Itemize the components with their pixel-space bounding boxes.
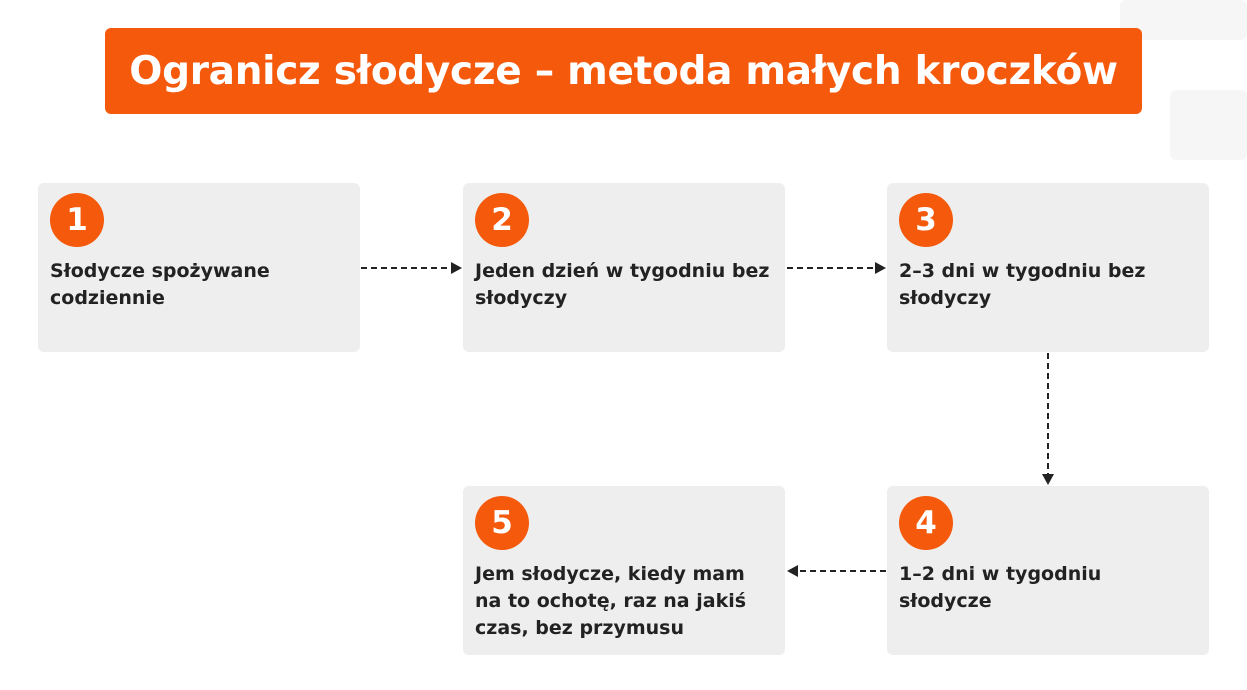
arrow-step2-to-step3 bbox=[787, 262, 886, 274]
step-number-badge: 5 bbox=[475, 496, 529, 550]
step-label: 1–2 dni w tygodniu słodycze bbox=[899, 563, 1102, 612]
step-number-badge: 4 bbox=[899, 496, 953, 550]
step-number-badge: 2 bbox=[475, 193, 529, 247]
arrow-step4-to-step5 bbox=[787, 565, 886, 577]
arrow-step3-to-step4 bbox=[1042, 353, 1054, 485]
step-label: Słodycze spożywane codziennie bbox=[50, 260, 270, 309]
step-label: Jeden dzień w tygodniu bez słodyczy bbox=[475, 260, 770, 309]
step-number-badge: 1 bbox=[50, 193, 104, 247]
step-label: Jem słodycze, kiedy mam na to ochotę, raz na jakiś czas, bez przymusu bbox=[475, 563, 747, 639]
arrow-step1-to-step2 bbox=[361, 262, 462, 274]
step-label: 2–3 dni w tygodniu bez słodyczy bbox=[899, 260, 1146, 309]
page-title: Ogranicz słodycze – metoda małych kroczków bbox=[129, 48, 1118, 94]
step-number-badge: 3 bbox=[899, 193, 953, 247]
